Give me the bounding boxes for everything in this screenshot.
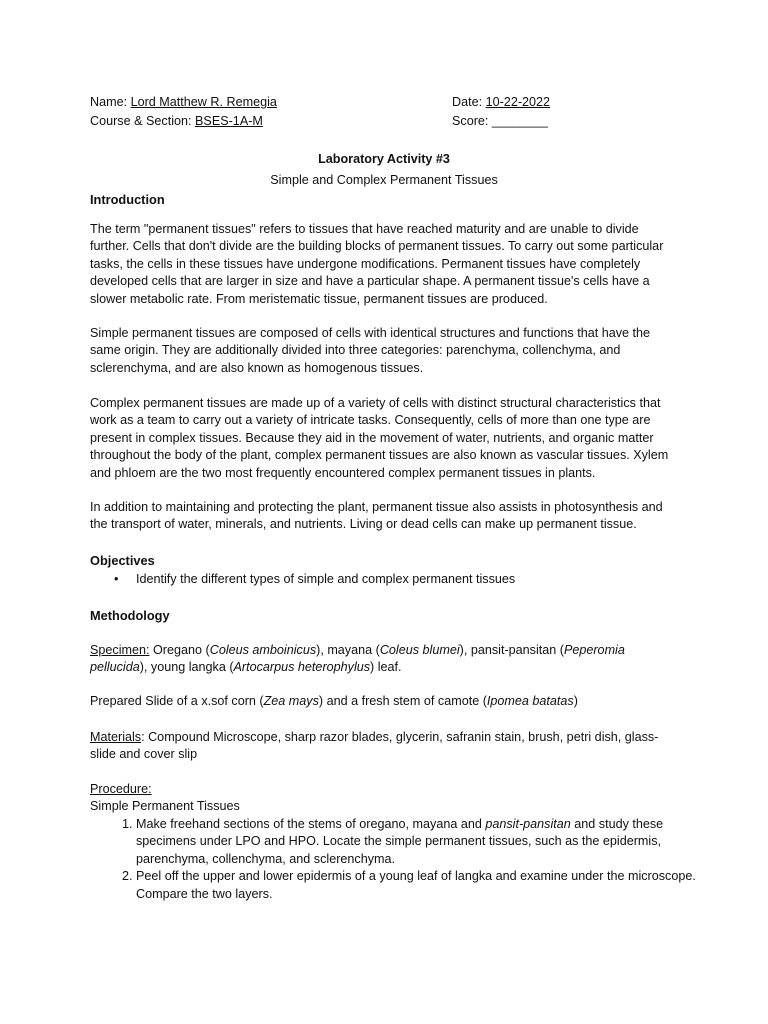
- prepared-text: ) and a fresh stem of camote (: [318, 694, 487, 708]
- specimen-text: ), young langka (: [139, 660, 234, 675]
- intro-paragraph-3: Complex permanent tissues are made up of a variety of cells with distinct structural characteristics that work as a team to carry out a variety of intricate tasks. Consequently, cells of more than one type are present in complex tissues. Because they aid in the movement of water, nutrients, and organic matter throughout the body of the plant, complex permanent tissues are also known as vascular tissues. Xylem and phloem are the two most frequently encountered complex permanent tissues in plants.: [90, 396, 669, 480]
- procedure-step-1: [136, 816, 726, 868]
- course-value: BSES-1A-M: [195, 114, 263, 128]
- specimen-text: ), pansit-pansitan (: [459, 643, 564, 657]
- activity-subtitle: Simple and Complex Permanent Tissues: [270, 173, 498, 187]
- methodology-heading: Methodology: [90, 608, 170, 623]
- specimen-scientific-name: Coleus blumei: [379, 643, 460, 657]
- intro-paragraph-1: The term "permanent tissues" refers to tissues that have reached maturity and are unable to divide further. Cells that don't divide are the building blocks of permanent tissues. To carry out some particular tasks, the cells in these tissues have undergone modifications. Permanent tissues have completely developed cells that are larger in size and have a particular shape. A permanent tissue's cells have a slower metabolic rate. From meristematic tissue, permanent tissues are produced.: [90, 222, 664, 306]
- materials-label: Materials: [90, 730, 142, 744]
- specimen-text: ) leaf.: [370, 660, 402, 675]
- step-text: and study these specimens under LPO and HPO. Locate the simple permanent tissues, such as the epidermis, parenchyma, collenchyma, and sclerenchyma.: [136, 817, 664, 866]
- prepared-text: Prepared Slide of a x.sof corn (: [90, 694, 264, 708]
- score-label: Score:: [452, 114, 489, 128]
- materials-text: : Compound Microscope, sharp razor blades, glycerin, safranin stain, brush, petri dish, glass-slide and cover slip: [90, 730, 659, 762]
- objective-item: • Identify the different types of simple and complex permanent tissues: [136, 571, 515, 588]
- intro-paragraph-2: Simple permanent tissues are composed of cells with identical structures and functions that have the same origin. They are additionally divided into three categories: parenchyma, collenchyma, and sclerenchyma, and are also known as homogenous tissues.: [90, 326, 651, 375]
- prepared-scientific-name: Ipomea batatas: [486, 694, 574, 708]
- specimen-label: Specimen:: [90, 643, 150, 657]
- prepared-scientific-name: Zea mays: [263, 694, 319, 708]
- objectives-heading: Objectives: [90, 553, 155, 568]
- specimen-scientific-name: Peperomia pellucida: [90, 643, 625, 675]
- materials-paragraph: [90, 729, 680, 764]
- introduction-heading: Introduction: [90, 192, 165, 207]
- score-field: [452, 113, 548, 130]
- date-label: Date:: [452, 95, 483, 109]
- objectives-list: [90, 571, 515, 588]
- name-field: [90, 94, 277, 111]
- prepared-text: ): [573, 694, 578, 708]
- specimen-text: Oregano (: [149, 643, 210, 657]
- procedure-heading: Procedure:: [90, 782, 152, 796]
- name-label: Name:: [90, 95, 128, 109]
- procedure-subheading: Simple Permanent Tissues: [90, 799, 240, 813]
- specimen-scientific-name: Coleus amboinicus: [209, 643, 317, 657]
- specimen-scientific-name: Artocarpus heterophylus: [233, 660, 371, 675]
- specimen-text: ), mayana (: [316, 643, 380, 657]
- procedure-step-2: 2. Peel off the upper and lower epidermis of a young leaf of langka and examine under the microscope. Compare the two layers.: [136, 868, 726, 903]
- date-field: [452, 94, 550, 111]
- activity-title: Laboratory Activity #3: [318, 152, 450, 166]
- procedure-list: [90, 816, 726, 903]
- step-italic-text: pansit-pansitan: [485, 817, 571, 831]
- date-value: 10-22-2022: [485, 95, 551, 109]
- name-value: Lord Matthew R. Remegia: [130, 95, 277, 109]
- prepared-slide-paragraph: [90, 693, 680, 710]
- intro-paragraph-4: In addition to maintaining and protecting the plant, permanent tissue also assists in photosynthesis and the transport of water, minerals, and nutrients. Living or dead cells can make up permanent tissue.: [90, 500, 663, 532]
- course-label: Course & Section:: [90, 114, 192, 128]
- step-text: Make freehand sections of the stems of oregano, mayana and: [136, 817, 486, 831]
- specimen-paragraph: [90, 642, 680, 677]
- course-field: [90, 113, 263, 130]
- score-blank: ________: [491, 114, 548, 128]
